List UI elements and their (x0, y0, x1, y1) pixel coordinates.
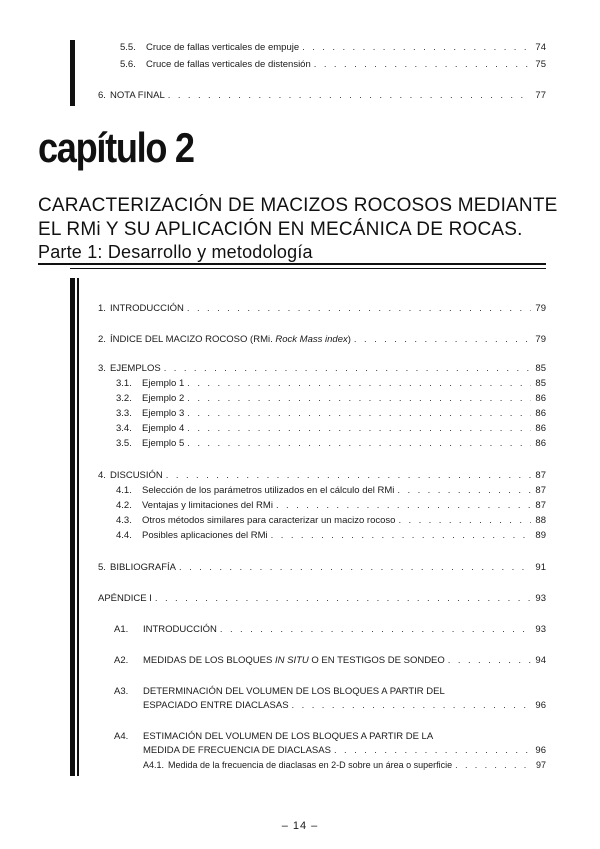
toc-entry-title: Cruce de fallas verticales de distensión (146, 59, 311, 70)
toc-entry-title: APÉNDICE I (98, 593, 152, 604)
toc-entry-1 (98, 303, 546, 314)
toc-entry-title (110, 334, 351, 345)
toc-leader-dots (164, 363, 531, 374)
toc-entry-title: Selección de los parámetros utilizados en el cálculo del RMi (142, 485, 395, 496)
toc-entry-page: 86 (535, 408, 546, 419)
toc-entry-title: Ventajas y limitaciones del RMi (142, 500, 273, 511)
toc-leader-dots (354, 334, 531, 345)
toc-entry-title: INTRODUCCIÓN (143, 624, 217, 635)
toc-entry-title-part: MEDIDAS DE LOS BLOQUES (143, 655, 275, 666)
toc-leader-dots (302, 42, 531, 53)
toc-entry-number: 3.5. (116, 438, 132, 449)
toc-entry-4-1 (116, 485, 546, 496)
chapter-title-line-2: EL RMi Y SU APLICACIÓN EN MECÁNICA DE ROCAS. (38, 219, 523, 240)
toc-entry-page: 85 (535, 363, 546, 374)
toc-entry-3-5 (116, 438, 546, 449)
toc-entry-title: Ejemplo 4 (142, 423, 185, 434)
left-margin-bar-top (70, 40, 75, 106)
toc-entry-title-part: O EN TESTIGOS DE SONDEO (308, 655, 445, 666)
toc-entry-title: EJEMPLOS (110, 363, 161, 374)
toc-entry-title: DISCUSIÓN (110, 470, 163, 481)
toc-entry-title-part: ÍNDICE DEL MACIZO ROCOSO (RMi. (110, 334, 276, 345)
toc-entry-number: 4.4. (116, 530, 132, 541)
toc-entry-page: 96 (535, 700, 546, 711)
toc-entry-title: Otros métodos similares para caracterizar un macizo rocoso (142, 515, 396, 526)
toc-entry-title: Ejemplo 3 (142, 408, 185, 419)
toc-entry-number: 5.5. (120, 42, 136, 53)
toc-leader-dots (187, 408, 531, 419)
toc-entry-4-3 (116, 515, 546, 526)
chapter-label: capítulo 2 (38, 124, 194, 171)
toc-entry-page: 93 (535, 624, 546, 635)
toc-entry-2 (98, 334, 546, 345)
chapter-title-rule-thick (38, 263, 546, 265)
toc-leader-dots (398, 515, 531, 526)
toc-leader-dots (155, 593, 531, 604)
left-margin-bar-main (70, 278, 75, 776)
toc-entry-number: A2. (114, 655, 129, 666)
chapter-title-rule-thin (70, 268, 546, 269)
toc-entry-page: 86 (535, 393, 546, 404)
toc-entry-title: ESPACIADO ENTRE DIACLASAS (143, 700, 289, 711)
toc-entry-title: ESTIMACIÓN DEL VOLUMEN DE LOS BLOQUES A PARTIR DE LA (143, 731, 434, 742)
toc-entry-number: 3.4. (116, 423, 132, 434)
toc-leader-dots (397, 485, 531, 496)
toc-entry-number: A3. (114, 686, 129, 697)
toc-entry-page: 75 (535, 59, 546, 70)
toc-leader-dots (314, 59, 531, 70)
toc-entry-number: 4.2. (116, 500, 132, 511)
toc-entry-number: 5.6. (120, 59, 136, 70)
toc-leader-dots (455, 760, 531, 770)
toc-entry-number: 4. (98, 470, 106, 481)
toc-entry-title: MEDIDA DE FRECUENCIA DE DIACLASAS (143, 745, 331, 756)
toc-entry-a4-1 (143, 760, 546, 770)
chapter-title-line-1: CARACTERIZACIÓN DE MACIZOS ROCOSOS MEDIANTE (38, 195, 558, 216)
toc-entry-a4-line-2 (143, 745, 546, 756)
toc-entry-page: 91 (535, 562, 546, 573)
toc-entry-a1 (114, 624, 546, 635)
toc-entry-page: 93 (535, 593, 546, 604)
toc-entry-title: Ejemplo 1 (142, 378, 185, 389)
toc-entry-number: A4. (114, 731, 129, 742)
toc-entry-number: 3.1. (116, 378, 132, 389)
toc-entry-5 (98, 562, 546, 573)
toc-entry-3-2 (116, 393, 546, 404)
toc-entry-page: 77 (535, 90, 546, 101)
toc-entry-a3-line-2 (143, 700, 546, 711)
toc-entry-page: 96 (535, 745, 546, 756)
toc-entry-title (143, 655, 445, 666)
toc-entry-page: 87 (535, 485, 546, 496)
toc-entry-page: 86 (535, 423, 546, 434)
toc-leader-dots (179, 562, 531, 573)
toc-entry-page: 89 (535, 530, 546, 541)
toc-entry-page: 74 (535, 42, 546, 53)
toc-leader-dots (448, 655, 531, 666)
toc-entry-page: 86 (535, 438, 546, 449)
toc-leader-dots (187, 303, 531, 314)
toc-entry-title: Posibles aplicaciones del RMi (142, 530, 268, 541)
toc-leader-dots (271, 530, 531, 541)
toc-entry-number: A4.1. (143, 760, 165, 770)
toc-leader-dots (187, 393, 531, 404)
toc-entry-3-4 (116, 423, 546, 434)
toc-entry-title: NOTA FINAL (110, 90, 165, 101)
toc-entry-title: DETERMINACIÓN DEL VOLUMEN DE LOS BLOQUES A PARTIR DEL (143, 686, 445, 697)
toc-entry-4-4 (116, 530, 546, 541)
toc-entry-4-2 (116, 500, 546, 511)
chapter-title-line-3: Parte 1: Desarrollo y metodología (38, 242, 313, 262)
toc-entry-3-3 (116, 408, 546, 419)
toc-entry-number: A1. (114, 624, 129, 635)
toc-entry-title-italic: IN SITU (274, 655, 309, 666)
toc-entry-number: 3.2. (116, 393, 132, 404)
toc-entry-page: 79 (535, 303, 546, 314)
toc-entry-a2 (114, 655, 546, 666)
toc-entry-number: 3. (98, 363, 106, 374)
toc-entry-page: 85 (535, 378, 546, 389)
toc-entry-a3-line-1 (114, 686, 445, 697)
page-number: – 14 – (281, 820, 319, 832)
toc-entry-page: 94 (535, 655, 546, 666)
toc-entry-number: 5. (98, 562, 106, 573)
toc-entry-number: 6. (98, 90, 106, 101)
toc-entry-title: Ejemplo 5 (142, 438, 185, 449)
toc-entry-number: 1. (98, 303, 106, 314)
toc-entry-number: 4.1. (116, 485, 132, 496)
toc-entry-4 (98, 470, 546, 481)
toc-leader-dots (168, 90, 531, 101)
toc-leader-dots (187, 438, 531, 449)
toc-leader-dots (187, 423, 531, 434)
toc-entry-page: 79 (535, 334, 546, 345)
toc-entry-title: Medida de la frecuencia de diaclasas en 2-D sobre un área o superficie (168, 760, 453, 770)
toc-entry-apendice (98, 593, 546, 604)
toc-entry-3-1 (116, 378, 546, 389)
toc-entry-number: 4.3. (116, 515, 132, 526)
toc-entry-title: Cruce de fallas verticales de empuje (146, 42, 300, 53)
toc-entry-title-italic: Rock Mass index (275, 334, 348, 345)
toc-entry-number: 3.3. (116, 408, 132, 419)
toc-entry-title: BIBLIOGRAFÍA (110, 562, 176, 573)
toc-leader-dots (220, 624, 531, 635)
toc-entry-page: 88 (535, 515, 546, 526)
toc-leader-dots (187, 378, 531, 389)
toc-leader-dots (166, 470, 531, 481)
toc-entry-3 (98, 363, 546, 374)
toc-entry-page: 87 (535, 500, 546, 511)
toc-entry-nota-final (98, 90, 546, 101)
toc-entry-title-part: ) (347, 334, 351, 345)
toc-entry-5-5 (120, 42, 546, 53)
toc-entry-page: 97 (535, 760, 546, 770)
toc-entry-5-6 (120, 59, 546, 70)
toc-entry-a4-line-1 (114, 731, 433, 742)
toc-entry-title: INTRODUCCIÓN (110, 303, 184, 314)
toc-leader-dots (334, 745, 531, 756)
toc-entry-number: 2. (98, 334, 106, 345)
toc-entry-page: 87 (535, 470, 546, 481)
toc-entry-title: Ejemplo 2 (142, 393, 185, 404)
left-margin-bar-main-thin (77, 278, 79, 776)
toc-leader-dots (276, 500, 531, 511)
toc-leader-dots (292, 700, 531, 711)
